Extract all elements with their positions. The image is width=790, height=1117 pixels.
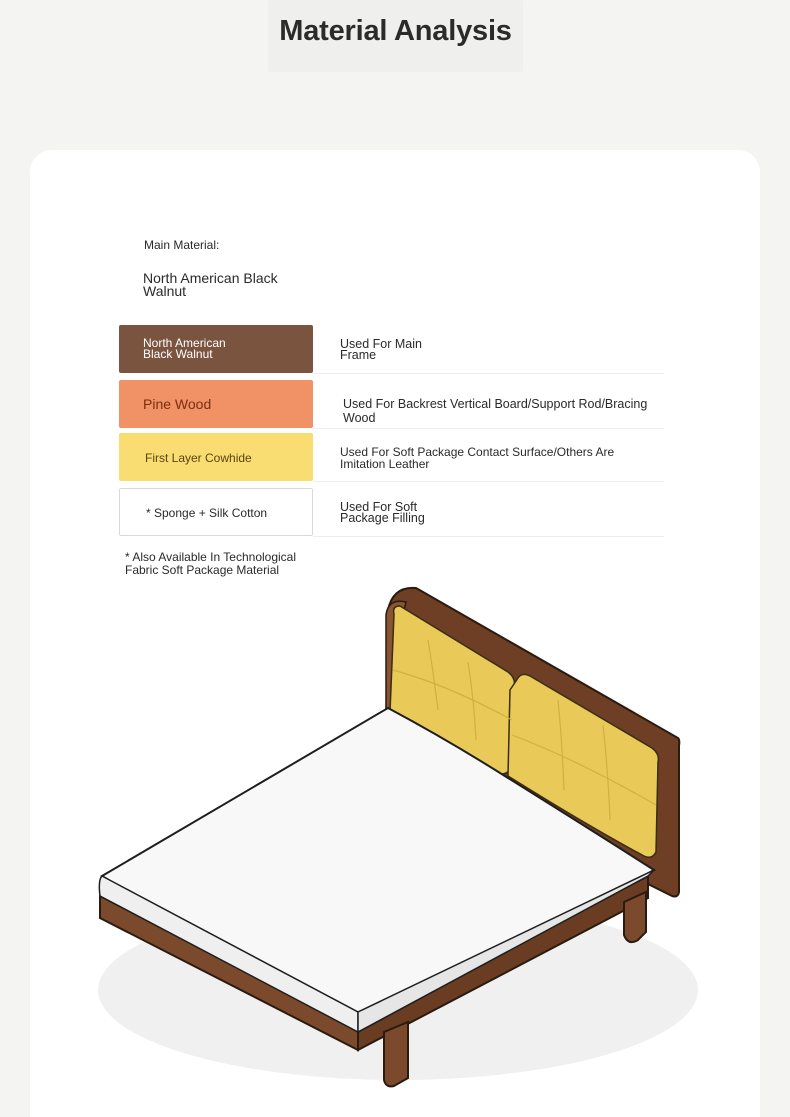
material-name: Pine Wood	[143, 396, 212, 412]
material-swatch-sponge	[119, 488, 313, 536]
material-name: First Layer Cowhide	[145, 451, 252, 465]
material-usage: Used For Soft Package Contact Surface/Others Are Imitation Leather	[340, 445, 615, 471]
row-divider	[313, 373, 664, 374]
material-name: * Sponge + Silk Cotton	[146, 506, 268, 520]
page-title: Material Analysis	[279, 15, 512, 47]
material-swatch-pine	[119, 380, 313, 428]
material-usage: Used For Soft Package Filling	[340, 500, 425, 525]
frame-leg-front	[384, 1022, 408, 1086]
material-row-sponge	[119, 488, 664, 536]
main-material-value: North American Black Walnut	[143, 270, 278, 299]
frame-leg-back	[624, 892, 646, 942]
material-usage: Used For Backrest Vertical Board/Support Rod/Bracing Wood	[343, 397, 648, 425]
material-row-cowhide	[119, 433, 664, 481]
material-usage: Used For Main Frame	[340, 337, 422, 362]
material-swatch-walnut	[119, 325, 313, 373]
footnote: * Also Available In Technological Fabric Soft Package Material	[125, 550, 297, 577]
material-row-pine	[119, 380, 664, 428]
material-name: North American Black Walnut	[143, 336, 226, 361]
material-row-walnut	[119, 325, 664, 373]
material-swatch-cowhide	[119, 433, 313, 481]
row-divider	[313, 428, 664, 429]
row-divider	[313, 481, 664, 482]
row-divider	[313, 536, 664, 537]
title-backdrop	[268, 0, 523, 72]
main-material-label: Main Material:	[144, 238, 220, 252]
bed-illustration	[88, 580, 708, 1100]
